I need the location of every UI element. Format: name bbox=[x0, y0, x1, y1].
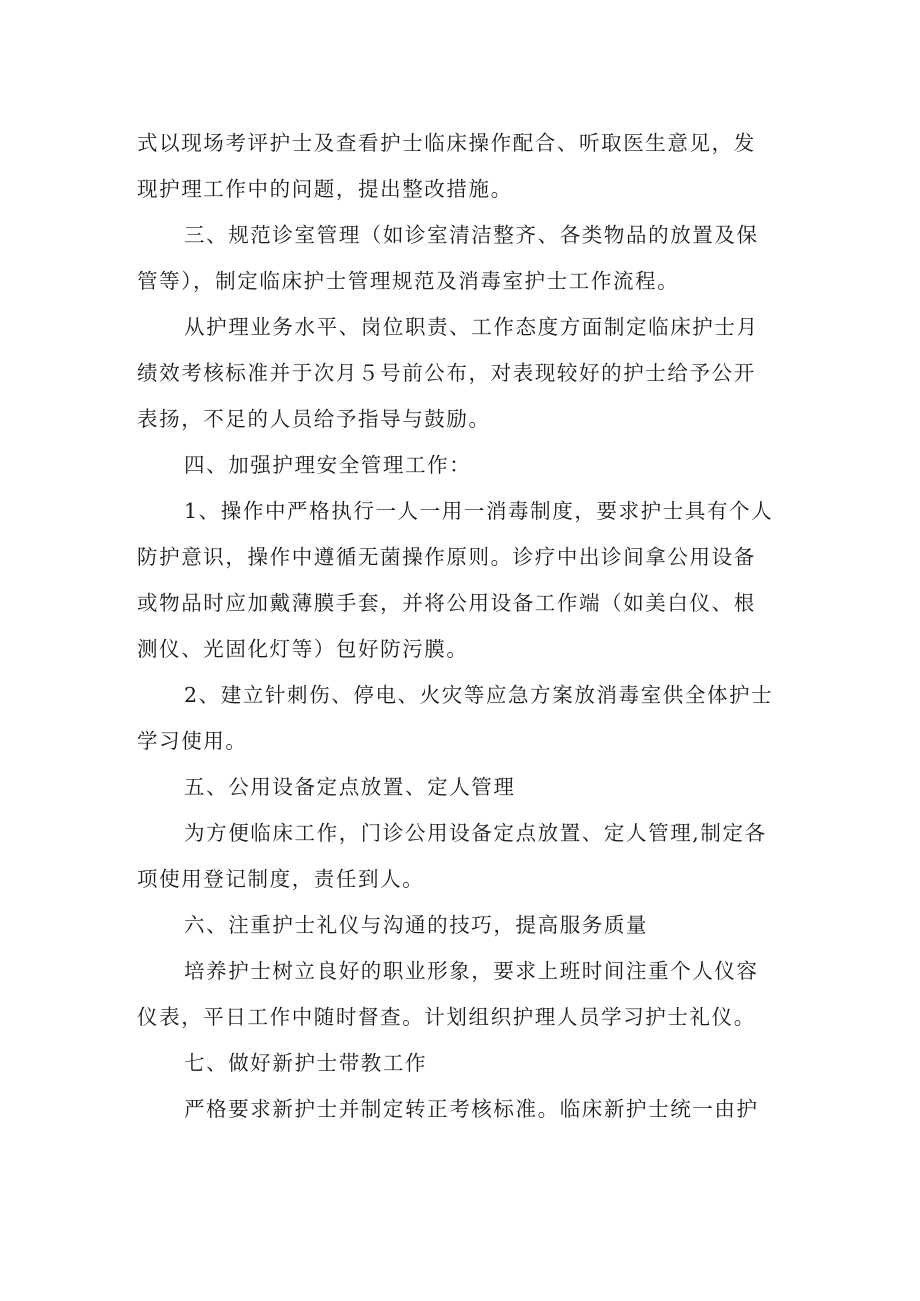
text-line: 学习使用。 bbox=[137, 729, 248, 753]
paragraph-item-two bbox=[137, 672, 797, 764]
text-line: 1、操作中严格执行一人一用一消毒制度，要求护士具有个人 bbox=[184, 499, 774, 523]
text-line: 现护理工作中的问题，提出整改措施。 bbox=[137, 177, 513, 201]
text-line: 培养护士树立良好的职业形象，要求上班时间注重个人仪容 bbox=[184, 959, 759, 983]
document-body bbox=[137, 120, 797, 1132]
paragraph-section-five-heading bbox=[137, 764, 797, 810]
text-line: 管等），制定临床护士管理规范及消毒室护士工作流程。 bbox=[137, 269, 680, 293]
text-line: 表扬，不足的人员给予指导与鼓励。 bbox=[137, 407, 491, 431]
paragraph-section-three bbox=[137, 212, 797, 304]
text-line: 测仪、光固化灯等）包好防污膜。 bbox=[137, 637, 469, 661]
text-line: 2、建立针刺伤、停电、火灾等应急方案放消毒室供全体护士 bbox=[184, 683, 774, 707]
text-line: 项使用登记制度，责任到人。 bbox=[137, 867, 425, 891]
section-heading-line: 六、注重护士礼仪与沟通的技巧，提高服务质量 bbox=[184, 913, 649, 937]
section-heading-line: 四、加强护理安全管理工作： bbox=[184, 453, 472, 477]
text-line: 或物品时应加戴薄膜手套，并将公用设备工作端（如美白仪、根 bbox=[137, 591, 756, 615]
section-heading-line: 三、规范诊室管理（如诊室清洁整齐、各类物品的放置及保 bbox=[184, 223, 759, 247]
paragraph-item-one bbox=[137, 488, 797, 672]
paragraph-etiquette-training bbox=[137, 948, 797, 1040]
paragraph-section-seven-heading bbox=[137, 1040, 797, 1086]
text-line: 式以现场考评护士及查看护士临床操作配合、听取医生意见，发 bbox=[137, 131, 756, 155]
paragraph-section-four-heading bbox=[137, 442, 797, 488]
text-line: 仪表，平日工作中随时督查。计划组织护理人员学习护士礼仪。 bbox=[137, 1005, 756, 1029]
text-line: 防护意识，操作中遵循无菌操作原则。诊疗中出诊间拿公用设备 bbox=[137, 545, 756, 569]
paragraph-performance-standard bbox=[137, 304, 797, 442]
text-line: 绩效考核标准并于次月５号前公布，对表现较好的护士给予公开 bbox=[137, 361, 756, 385]
text-line: 严格要求新护士并制定转正考核标准。临床新护士统一由护 bbox=[184, 1097, 759, 1121]
paragraph-section-six-heading bbox=[137, 902, 797, 948]
section-heading-line: 七、做好新护士带教工作 bbox=[184, 1051, 428, 1075]
paragraph-continuation bbox=[137, 120, 797, 212]
paragraph-equipment-management bbox=[137, 810, 797, 902]
text-line: 为方便临床工作，门诊公用设备定点放置、定人管理,制定各 bbox=[184, 821, 767, 845]
section-heading-line: 五、公用设备定点放置、定人管理 bbox=[184, 775, 516, 799]
paragraph-new-nurse-training bbox=[137, 1086, 797, 1132]
text-line: 从护理业务水平、岗位职责、工作态度方面制定临床护士月 bbox=[184, 315, 759, 339]
